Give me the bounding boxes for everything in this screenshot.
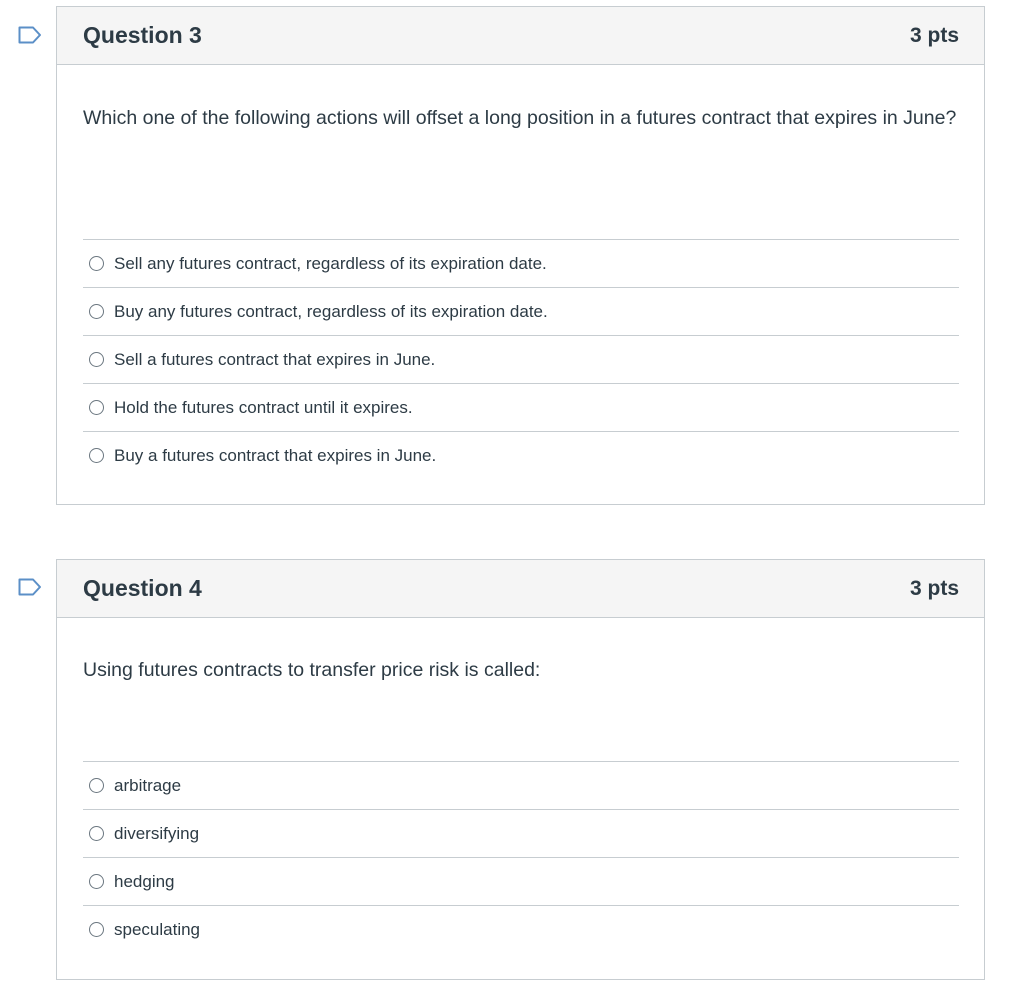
- question-header: [57, 7, 984, 65]
- answer-label[interactable]: Buy a futures contract that expires in June.: [114, 445, 437, 465]
- question-card: [56, 6, 985, 505]
- radio-empty-icon[interactable]: [89, 874, 104, 889]
- question-header: [57, 560, 984, 618]
- question-title: Question 4: [83, 575, 202, 601]
- radio-empty-icon[interactable]: [89, 922, 104, 937]
- answer-option[interactable]: [83, 810, 959, 858]
- answer-option[interactable]: [83, 906, 959, 953]
- question-text: Using futures contracts to transfer price risk is called:: [83, 659, 541, 681]
- radio-empty-icon[interactable]: [89, 352, 104, 367]
- flag-question-icon[interactable]: [18, 26, 42, 44]
- answer-label[interactable]: Hold the futures contract until it expires.: [114, 397, 413, 417]
- answer-label[interactable]: speculating: [114, 919, 201, 939]
- answer-option[interactable]: [83, 288, 959, 336]
- question-body: [57, 618, 984, 953]
- answer-option[interactable]: [83, 336, 959, 384]
- radio-empty-icon[interactable]: [89, 778, 104, 793]
- answer-option[interactable]: [83, 384, 959, 432]
- question-text: Which one of the following actions will offset a long position in a futures contract that expires in June?: [83, 107, 957, 129]
- question-title: Question 3: [83, 22, 202, 48]
- radio-empty-icon[interactable]: [89, 826, 104, 841]
- radio-empty-icon[interactable]: [89, 256, 104, 271]
- answer-option[interactable]: [83, 762, 959, 810]
- answer-list: [83, 239, 959, 479]
- answer-option[interactable]: [83, 432, 959, 479]
- answer-option[interactable]: [83, 858, 959, 906]
- answer-label[interactable]: Buy any futures contract, regardless of its expiration date.: [114, 301, 548, 321]
- question-points: 3 pts: [909, 23, 959, 47]
- answer-option[interactable]: [83, 240, 959, 288]
- answer-label[interactable]: diversifying: [114, 823, 200, 843]
- radio-empty-icon[interactable]: [89, 304, 104, 319]
- question-body: [57, 65, 984, 479]
- answer-label[interactable]: arbitrage: [114, 775, 182, 795]
- answer-label[interactable]: Sell a futures contract that expires in June.: [114, 349, 436, 369]
- flag-question-icon[interactable]: [18, 578, 42, 596]
- answer-label[interactable]: Sell any futures contract, regardless of its expiration date.: [114, 253, 547, 273]
- answer-list: [83, 761, 959, 953]
- answer-label[interactable]: hedging: [114, 871, 175, 891]
- radio-empty-icon[interactable]: [89, 448, 104, 463]
- radio-empty-icon[interactable]: [89, 400, 104, 415]
- question-card: [56, 559, 985, 980]
- question-points: 3 pts: [909, 576, 959, 600]
